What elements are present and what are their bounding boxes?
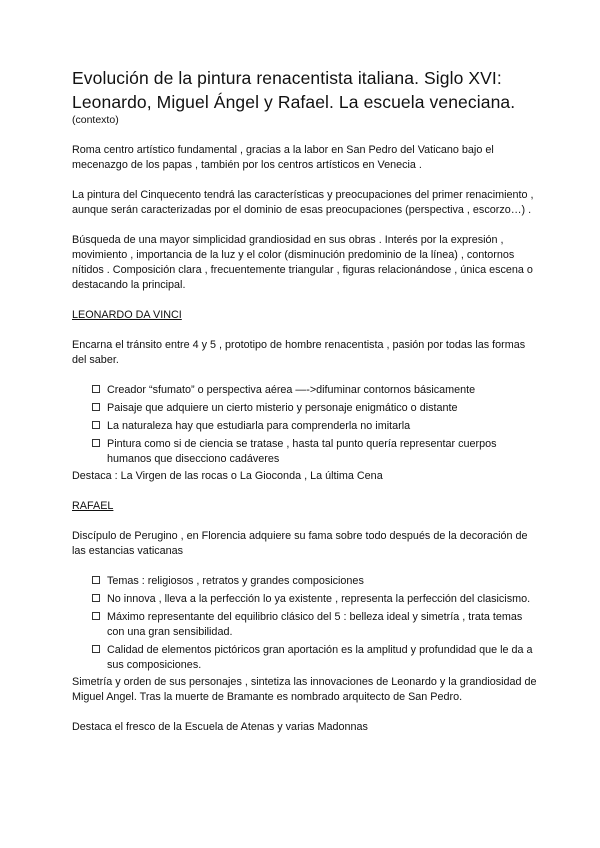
- rafael-intro: Discípulo de Perugino , en Florencia adquiere su fama sobre todo después de la decoración de las estancias vaticanas: [72, 530, 528, 557]
- checkbox-icon[interactable]: [92, 594, 100, 602]
- checkbox-icon[interactable]: [92, 421, 100, 429]
- checkbox-icon[interactable]: [92, 612, 100, 620]
- leonardo-highlight: Destaca : La Virgen de las rocas o La Gioconda , La última Cena: [72, 470, 383, 482]
- checkbox-icon[interactable]: [92, 645, 100, 653]
- checkbox-icon[interactable]: [92, 403, 100, 411]
- intro-paragraph: Búsqueda de una mayor simplicidad grandiosidad en sus obras . Interés por la expresión , movimiento , importancia de la luz y el color (disminución predominio de la línea) , contornos nítidos . Composición clara , frecuentemente triangular , figuras relacionándose , única escena o destacando la principal.: [72, 234, 533, 291]
- list-item: No innova , lleva a la perfección lo ya existente , representa la perfección del clasicismo.: [92, 592, 540, 607]
- section-heading-leonardo: LEONARDO DA VINCI: [72, 309, 182, 321]
- checkbox-icon[interactable]: [92, 439, 100, 447]
- list-item: La naturaleza hay que estudiarla para comprenderla no imitarla: [92, 419, 540, 434]
- rafael-summary: Simetría y orden de sus personajes , sintetiza las innovaciones de Leonardo y la grandiosidad de Miguel Angel. Tras la muerte de Bramante es nombrado arquitecto de San Pedro.: [72, 676, 537, 703]
- list-item: Pintura como si de ciencia se tratase , hasta tal punto quería representar cuerpos humanos que disecciono cadáveres: [92, 437, 540, 467]
- checkbox-icon[interactable]: [92, 385, 100, 393]
- list-item: Paisaje que adquiere un cierto misterio y personaje enigmático o distante: [92, 401, 540, 416]
- document-title: Evolución de la pintura renacentista italiana. Siglo XVI: Leonardo, Miguel Ángel y Rafael. La escuela veneciana.: [72, 68, 516, 112]
- intro-paragraph: Roma centro artístico fundamental , gracias a la labor en San Pedro del Vaticano bajo el mecenazgo de los papas , también por los centros artísticos en Venecia .: [72, 144, 494, 171]
- list-item: Creador “sfumato” o perspectiva aérea —->difuminar contornos básicamente: [92, 383, 540, 398]
- intro-paragraph: La pintura del Cinquecento tendrá las características y preocupaciones del primer renacimiento , aunque serán caracterizadas por el dominio de esas preocupaciones (perspectiva , escorzo…) .: [72, 189, 534, 216]
- leonardo-checklist: [72, 383, 540, 467]
- list-item: Temas : religiosos , retratos y grandes composiciones: [92, 574, 540, 589]
- list-item: Calidad de elementos pictóricos gran aportación es la amplitud y profundidad que le da a sus composiciones.: [92, 643, 540, 673]
- rafael-highlight: Destaca el fresco de la Escuela de Atenas y varias Madonnas: [72, 721, 368, 733]
- leonardo-intro: Encarna el tránsito entre 4 y 5 , prototipo de hombre renacentista , pasión por todas las formas del saber.: [72, 339, 526, 366]
- list-item: Máximo representante del equilibrio clásico del 5 : belleza ideal y simetría , trata temas con una gran sensibilidad.: [92, 610, 540, 640]
- rafael-checklist: [72, 574, 540, 673]
- checkbox-icon[interactable]: [92, 576, 100, 584]
- document-subtitle: (contexto): [72, 114, 119, 126]
- section-heading-rafael: RAFAEL: [72, 500, 114, 512]
